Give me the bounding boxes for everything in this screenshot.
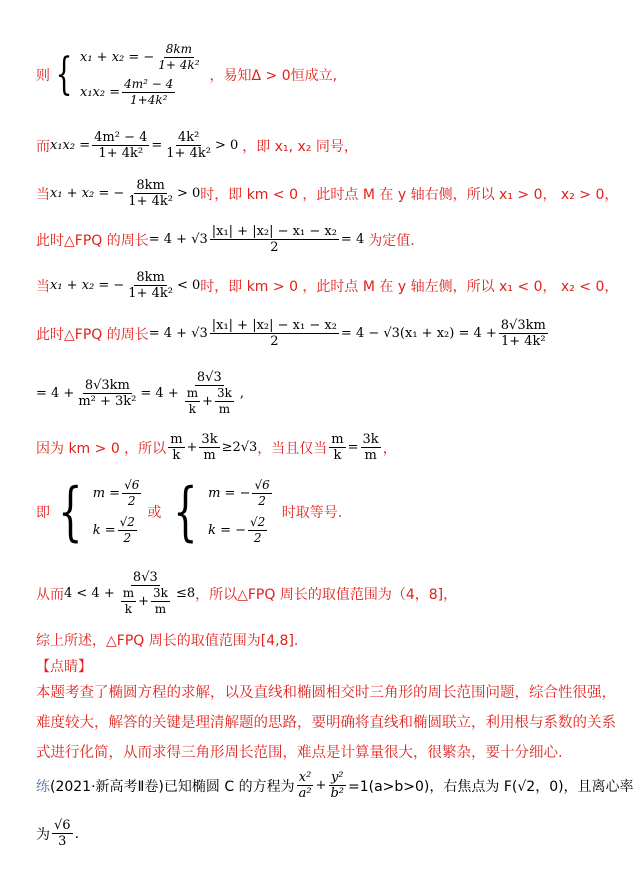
product-equation: x₁x₂ = $\frac{\text{4m² − 4}}{\text{1+4k²}}$ [80, 77, 174, 107]
equation-system [80, 42, 204, 108]
dianjing-heading: 【点睛】 [36, 659, 92, 675]
line-product-sign: 而 x₁x₂ = $\frac{\text{4m² − 4}}{\text{1+ 4k²}}$ = $\frac{\text{4k²}}{\text{1+ 4k²}}$ > 0 ，即 x₁, x₂ 同号， [36, 130, 358, 161]
brace: { [55, 49, 73, 100]
conclusion: 综上所述，△FPQ 周长的取值范围为[4,8]. [36, 633, 299, 649]
delta-text: ，易知Δ > 0恒成立, [209, 68, 338, 84]
exercise-line: 练 (2021·新高考Ⅱ卷)已知椭圆 C 的方程为 $\frac{\text{x²}}{\text{a²}}$ + $\frac{\text{y²}}{\text{b²}}$ =1(a>b>0)，右焦点为 F(√2，0)，且离心率 [36, 770, 634, 801]
ze-text: 则 [36, 68, 50, 84]
sum-equation: x₁ + x₂ = − $\frac{8km}{\text{1+ 4k²}}$ [80, 42, 200, 72]
line-perimeter-expression: 此时△FPQ 的周长 = 4 + √3 $\frac{\text{|x₁| + |x₂| − x₁ − x₂}}{2}$ = 4 − √3(x₁ + x₂) = 4 + $\frac{8√3km}{\text{1+ 4k²}}$ [36, 318, 546, 349]
dianjing-paragraph: 本题考查了椭圆方程的求解，以及直线和椭圆相交时三角形的周长范围问题，综合性很强，难度较大，解答的关键是理清解题的思路，要明确将直线和椭圆联立，利用根与系数的关系式进行化简，从而求得三角形周长范围，难点是计算量很大，很繁杂，要十分细心. [36, 685, 616, 761]
line-system-1 [36, 42, 337, 108]
line-range: 从而 4 < 4 + 8√3 $\frac{m}{k}$ + $\frac{3k}{m}$ ≤8 ，所以△FPQ 周长的取值范围为（4，8]， [36, 570, 458, 616]
line-equality-condition: 即 { m = $\frac{√6}{2}$ k = $\frac{√2}{2}$ 或 { m = − $\frac{√6}{2}$ k = − $\frac{√2}{2}$ 时取等号. [36, 475, 343, 549]
line-inequality: 因为 km > 0 ，所以 $\frac{m}{k}$ + $\frac{3k}{m}$ ≥2√3 ，当且仅当 $\frac{m}{k}$ = $\frac{3k}{m}$ ， [36, 432, 397, 463]
line-perimeter-fixed: 此时△FPQ 的周长 = 4 + √3 $\frac{\text{|x₁| + |x₂| − x₁ − x₂}}{2}$ = 4 为定值. [36, 224, 415, 255]
line-case-negative: 当 x₁ + x₂ = − $\frac{8km}{\text{1+ 4k²}}$ < 0 时，即 km > 0 ，此时点 M 在 y 轴左侧，所以 x₁ < 0， x₂ < 0， [36, 270, 619, 301]
line-case-positive: 当 x₁ + x₂ = − $\frac{8km}{\text{1+ 4k²}}$ > 0 时，即 km < 0 ，此时点 M 在 y 轴右侧，所以 x₁ > 0， x₂ > 0， [36, 178, 619, 209]
line-perimeter-simplified: = 4 + $\frac{8√3km}{\text{m² + 3k²}}$ = 4 + 8√3 $\frac{m}{k}$ + $\frac{3k}{m}$ , [36, 370, 245, 416]
exercise-line-2: 为 $\frac{√6}{3}$ . [36, 818, 80, 849]
